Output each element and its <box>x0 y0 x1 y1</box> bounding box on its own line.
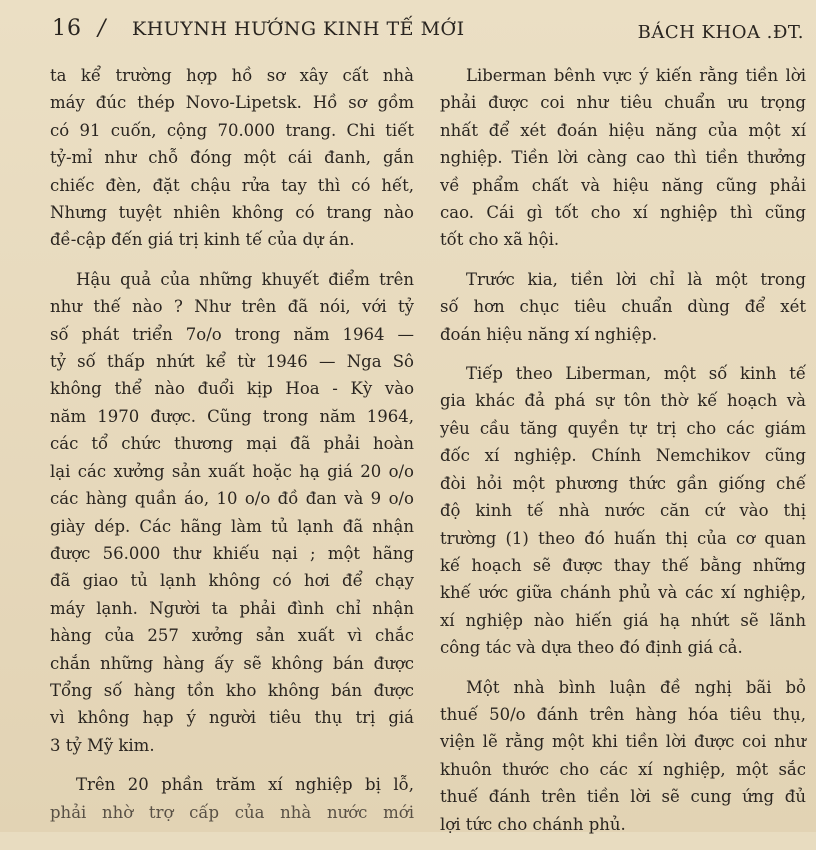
paragraph <box>440 360 806 661</box>
text-line: thuế 50/o đánh trên hàng hóa tiêu thụ, <box>440 704 806 724</box>
text-line: độ kinh tế nhà nước căn cứ vào thị <box>440 501 806 521</box>
text-line: tỷ-mỉ như chỗ đóng một cái đanh, gắn <box>50 148 414 168</box>
text-line: phải nhờ trợ cấp của nhà nước mới <box>50 802 414 822</box>
text-line: giày dép. Các hãng làm tủ lạnh đã nhận <box>50 516 414 536</box>
text-line: tốt cho xã hội. <box>440 230 560 250</box>
text-line: đòi hỏi một phương thức gần giống chế <box>440 473 806 493</box>
paragraph <box>50 266 414 759</box>
text-line: thuế đánh trên tiền lời sẽ cung ứng đủ <box>440 787 806 807</box>
text-line: viện lẽ rằng một khi tiền lời được coi như <box>440 732 806 752</box>
running-title: KHUYNH HƯỚNG KINH TẾ MỚI <box>132 18 465 40</box>
page-number: 16 <box>52 16 82 41</box>
text-line: Trên 20 phần trăm xí nghiệp bị lỗ, <box>76 775 414 795</box>
text-line: chắn những hàng ấy sẽ không bán được <box>50 653 414 673</box>
text-line: máy đúc thép Novo-Lipetsk. Hồ sơ gồm <box>50 93 414 113</box>
text-line: đã giao tủ lạnh không có hơi để chạy <box>50 571 414 591</box>
text-line: 3 tỷ Mỹ kim. <box>50 735 155 755</box>
text-line: nhất để xét đoán hiệu năng của một xí <box>440 120 806 140</box>
text-line: đốc xí nghiệp. Chính Nemchikov cũng <box>440 446 806 466</box>
paragraph <box>440 266 806 348</box>
text-line: như thế nào ? Như trên đã nói, với tỷ <box>50 297 414 317</box>
text-line: không thể nào đuổi kịp Hoa - Kỳ vào <box>50 379 414 399</box>
text-line: số hơn chục tiêu chuẩn dùng để xét <box>440 297 806 317</box>
text-line: tỷ số thấp nhứt kể từ 1946 — Nga Sô <box>50 352 414 372</box>
text-line: xí nghiệp nào hiến giá hạ nhứt sẽ lãnh <box>440 610 806 630</box>
text-line: Nhưng tuyệt nhiên không có trang nào <box>50 203 414 223</box>
left-column <box>50 62 414 838</box>
text-line: trường (1) theo đó huấn thị của cơ quan <box>440 528 806 548</box>
text-line: khuôn thước cho các xí nghiệp, một sắc <box>440 759 806 779</box>
right-column <box>440 62 806 850</box>
paragraph <box>50 771 414 826</box>
text-line: khế ước giữa chánh phủ và các xí nghiệp, <box>440 583 806 603</box>
text-line: các hàng quần áo, 10 o/o đồ đan và 9 o/o <box>50 489 414 509</box>
text-line: lợi tức cho chánh phủ. <box>440 814 626 834</box>
text-line: Liberman bênh vực ý kiến rằng tiền lời <box>466 66 806 85</box>
text-line: gia khác đả phá sự tôn thờ kế hoạch và <box>440 391 806 411</box>
text-line: lại các xưởng sản xuất hoặc hạ giá 20 o/o <box>50 461 414 481</box>
text-line: đề-cập đến giá trị kinh tế của dự án. <box>50 230 355 250</box>
paragraph <box>440 674 806 838</box>
paragraph <box>440 62 806 254</box>
text-line: Một nhà bình luận đề nghị bãi bỏ <box>466 677 806 697</box>
text-line: Tổng số hàng tồn kho không bán được <box>50 680 414 700</box>
paragraph <box>50 62 414 254</box>
text-line: chiếc đèn, đặt chậu rửa tay thì có hết, <box>50 175 414 195</box>
text-line: Hậu quả của những khuyết điểm trên <box>76 269 414 289</box>
journal-name: BÁCH KHOA .ĐT. <box>637 22 804 43</box>
header-separator: / <box>98 16 106 41</box>
text-line: kế hoạch sẽ được thay thế bằng những <box>440 555 806 575</box>
text-line: ta kể trường hợp hồ sơ xây cất nhà <box>50 66 414 85</box>
text-line: các tổ chức thương mại đã phải hoàn <box>50 434 414 454</box>
text-line: được 56.000 thư khiếu nại ; một hãng <box>50 543 414 563</box>
text-line: công tác và dựa theo đó định giá cả. <box>440 638 743 658</box>
text-line: yêu cầu tăng quyền tự trị cho các giám <box>440 418 806 438</box>
text-line: Trước kia, tiền lời chỉ là một trong <box>466 269 806 289</box>
text-line: số phát triển 7o/o trong năm 1964 — <box>50 324 414 344</box>
text-line: có 91 cuốn, cộng 70.000 trang. Chi tiết <box>50 120 414 140</box>
text-line: năm 1970 được. Cũng trong năm 1964, <box>50 406 414 426</box>
text-line: hàng của 257 xưởng sản xuất vì chắc <box>50 626 414 646</box>
text-line: vì không hạp ý người tiêu thụ trị giá <box>50 708 414 728</box>
text-line: máy lạnh. Người ta phải đình chỉ nhận <box>50 598 414 618</box>
text-line: cao. Cái gì tốt cho xí nghiệp thì cũng <box>440 203 806 223</box>
text-line: Tiếp theo Liberman, một số kinh tế <box>466 364 806 384</box>
page-header <box>52 14 808 48</box>
text-line: phải được coi như tiêu chuẩn ưu trọng <box>440 93 806 113</box>
text-line: về phẩm chất và hiệu năng cũng phải <box>440 175 806 195</box>
text-line: nghiệp. Tiền lời càng cao thì tiền thưởng <box>440 148 806 168</box>
text-line: đoán hiệu năng xí nghiệp. <box>440 324 658 344</box>
